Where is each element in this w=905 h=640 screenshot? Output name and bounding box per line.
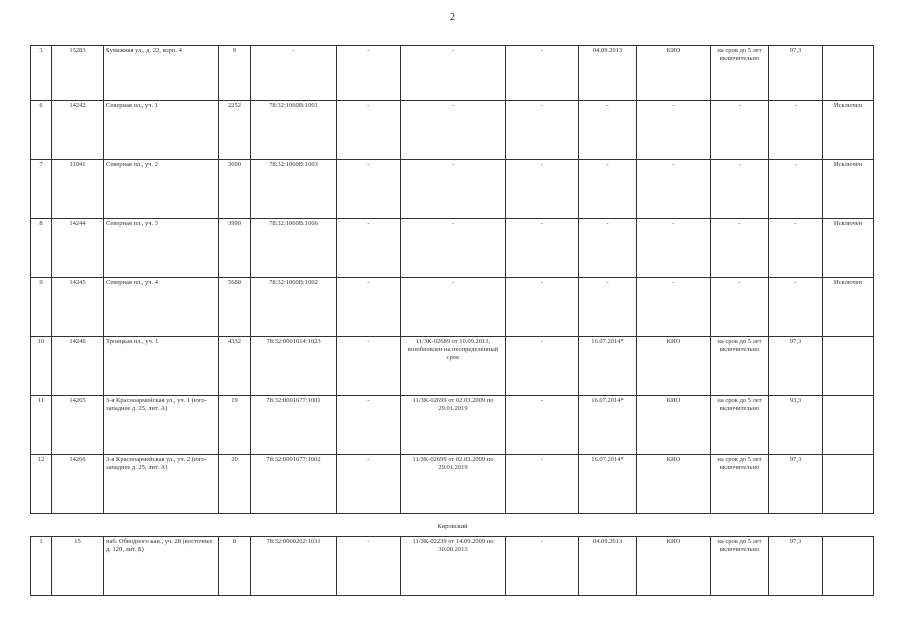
cell-col-6: - — [337, 219, 401, 278]
cell-authority: - — [637, 219, 711, 278]
cell-rate: 97,3 — [769, 455, 823, 514]
cell-contract: 11/ЗК-02699 от 02.03.2009 по 29.01.2019 — [401, 455, 506, 514]
cell-authority: КИО — [637, 537, 711, 596]
cell-contract: 11/ЗК-02239 от 14.09.2009 по 30.08.2013 — [401, 537, 506, 596]
cell-object-id: 15283 — [52, 46, 104, 101]
cell-col-8: - — [506, 337, 579, 396]
cell-date: 04.09.2013 — [579, 537, 637, 596]
cell-col-6: - — [337, 278, 401, 337]
table-row — [31, 396, 874, 455]
cell-area: 4332 — [219, 337, 251, 396]
cell-col-6: - — [337, 455, 401, 514]
table-row — [31, 219, 874, 278]
cell-rate: - — [769, 278, 823, 337]
cell-date: 04.09.2013 — [579, 46, 637, 101]
cell-col-8: - — [506, 396, 579, 455]
cell-cadastral-number: 78:32:0001677:1002 — [251, 455, 337, 514]
cell-rate: 93,3 — [769, 396, 823, 455]
cell-rate: 97,3 — [769, 46, 823, 101]
cell-note: Исключен — [823, 101, 874, 160]
cell-col-6: - — [337, 101, 401, 160]
cell-date: - — [579, 101, 637, 160]
cell-col-6: - — [337, 46, 401, 101]
table-row — [31, 455, 874, 514]
cell-object-id: 15 — [52, 537, 104, 596]
cell-cadastral-number: 78:32:1060В:1006 — [251, 219, 337, 278]
cell-authority: КИО — [637, 455, 711, 514]
cell-term: на срок до 5 лет включительно — [711, 46, 769, 101]
cell-col-8: - — [506, 455, 579, 514]
cell-col-8: - — [506, 537, 579, 596]
cell-authority: - — [637, 101, 711, 160]
cell-area: 8 — [219, 537, 251, 596]
cell-area: 2252 — [219, 101, 251, 160]
cell-term: на срок до 5 лет включительно — [711, 337, 769, 396]
cell-object-id: 14266 — [52, 455, 104, 514]
cell-col-6: - — [337, 337, 401, 396]
cell-rate: - — [769, 160, 823, 219]
cell-address: Северная пл., уч. 1 — [104, 101, 219, 160]
cell-note — [823, 537, 874, 596]
cell-cadastral-number: - — [251, 46, 337, 101]
cell-date: 16.07.2014* — [579, 337, 637, 396]
cell-note — [823, 46, 874, 101]
cell-cadastral-number: 78:32:0001677:1001 — [251, 396, 337, 455]
cell-rate: 97,3 — [769, 337, 823, 396]
cell-col-8: - — [506, 46, 579, 101]
register-table — [30, 45, 874, 514]
cell-address: Северная пл., уч. 2 — [104, 160, 219, 219]
cell-authority: КИО — [637, 46, 711, 101]
cell-object-id: 14265 — [52, 396, 104, 455]
cell-address: Северная пл., уч. 4 — [104, 278, 219, 337]
cell-date: 16.07.2014* — [579, 396, 637, 455]
cell-area: 9 — [219, 46, 251, 101]
cell-date: 16.07.2014* — [579, 455, 637, 514]
cell-row-number: 6 — [31, 101, 52, 160]
cell-date: - — [579, 219, 637, 278]
cell-authority: - — [637, 278, 711, 337]
cell-date: - — [579, 278, 637, 337]
cell-note: Исключен — [823, 160, 874, 219]
table-row — [31, 46, 874, 101]
cell-note — [823, 396, 874, 455]
cell-term: на срок до 5 лет включительно — [711, 455, 769, 514]
cell-note: Исключен — [823, 278, 874, 337]
cell-term: на срок до 5 лет включительно — [711, 537, 769, 596]
cell-authority: КИО — [637, 337, 711, 396]
cell-row-number: 12 — [31, 455, 52, 514]
cell-col-6: - — [337, 537, 401, 596]
table-row — [31, 337, 874, 396]
cell-rate: 97,3 — [769, 537, 823, 596]
cell-contract: 11/ЗК-02689 от 10.09.2013, возобновлен на неопределенный срок — [401, 337, 506, 396]
cell-address: Бумажная ул., д. 22, корп. 4 — [104, 46, 219, 101]
cell-col-8: - — [506, 101, 579, 160]
cell-row-number: 7 — [31, 160, 52, 219]
page-number: 2 — [450, 12, 455, 23]
cell-cadastral-number: 78:32:1060В:1001 — [251, 101, 337, 160]
cell-term: на срок до 5 лет включительно — [711, 396, 769, 455]
cell-term: - — [711, 219, 769, 278]
cell-object-id: 14244 — [52, 219, 104, 278]
cell-row-number: 10 — [31, 337, 52, 396]
cell-area: 3690 — [219, 160, 251, 219]
cell-area: 19 — [219, 396, 251, 455]
cell-contract: 11/ЗК-02699 от 02.03.2009 по 29.01.2019 — [401, 396, 506, 455]
cell-contract: - — [401, 219, 506, 278]
cell-contract: - — [401, 160, 506, 219]
cell-area: 20 — [219, 455, 251, 514]
cell-row-number: 11 — [31, 396, 52, 455]
table-row — [31, 537, 874, 596]
cell-col-8: - — [506, 219, 579, 278]
cell-authority: КИО — [637, 396, 711, 455]
cell-area: 5680 — [219, 278, 251, 337]
cell-note: Исключен — [823, 219, 874, 278]
cell-col-6: - — [337, 396, 401, 455]
cell-row-number: 3 — [31, 46, 52, 101]
cell-object-id: 14242 — [52, 101, 104, 160]
cell-note — [823, 337, 874, 396]
cell-authority: - — [637, 160, 711, 219]
cell-col-8: - — [506, 160, 579, 219]
cell-address: Северная пл., уч. 3 — [104, 219, 219, 278]
cell-contract: - — [401, 278, 506, 337]
cell-address: Троицкая пл., уч. 1 — [104, 337, 219, 396]
cell-date: - — [579, 160, 637, 219]
table-row — [31, 160, 874, 219]
cell-cadastral-number: 78:32:1060В:1002 — [251, 278, 337, 337]
cell-term: - — [711, 101, 769, 160]
cell-contract: - — [401, 101, 506, 160]
cell-cadastral-number: 78:32:0000202:1031 — [251, 537, 337, 596]
cell-object-id: 14246 — [52, 337, 104, 396]
cell-object-id: 14245 — [52, 278, 104, 337]
cell-row-number: 8 — [31, 219, 52, 278]
cell-area: 3999 — [219, 219, 251, 278]
cell-rate: - — [769, 219, 823, 278]
cell-cadastral-number: 78:32:1060В:1003 — [251, 160, 337, 219]
cell-contract: - — [401, 46, 506, 101]
cell-term: - — [711, 160, 769, 219]
table-row — [31, 101, 874, 160]
cell-object-id: 11041 — [52, 160, 104, 219]
cell-note — [823, 455, 874, 514]
cell-address: 3-я Красноармейская ул., уч. 2 (юго-западнее д. 25, лит. А) — [104, 455, 219, 514]
table-row — [31, 278, 874, 337]
cell-col-8: - — [506, 278, 579, 337]
cell-col-6: - — [337, 160, 401, 219]
cell-term: - — [711, 278, 769, 337]
cell-rate: - — [769, 101, 823, 160]
cell-row-number: 1 — [31, 537, 52, 596]
cell-address: 3-я Красноармейская ул., уч. 1 (юго-западнее д. 25, лит. А) — [104, 396, 219, 455]
cell-row-number: 9 — [31, 278, 52, 337]
district-table — [30, 536, 874, 596]
cell-cadastral-number: 78:32:0001614:1023 — [251, 337, 337, 396]
cell-address: наб. Обводного кан., уч. 28 (восточнее д. 120, лит. Б) — [104, 537, 219, 596]
district-heading: Кировский — [437, 523, 468, 530]
